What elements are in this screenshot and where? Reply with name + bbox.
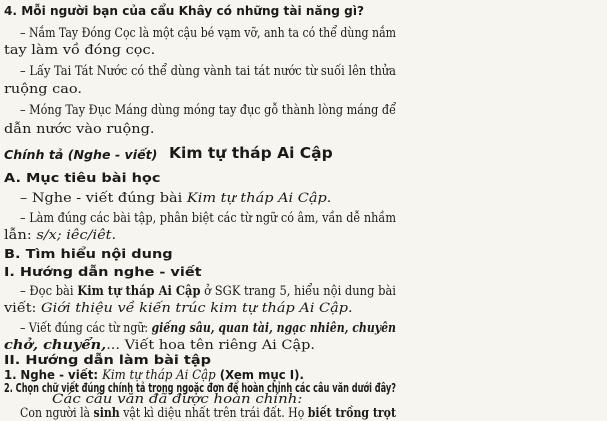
section-a-heading: A. Mục tiêu bài học — [4, 170, 161, 185]
exercise-1: 1. Nghe - viết: Kim tự tháp Ai Cập (Xem mục I). — [4, 367, 304, 382]
q4-answer-line-2: tay làm vồ đóng cọc. — [4, 42, 156, 57]
a-line-3: lẫn: s/x; iêc/iêt. — [4, 227, 117, 242]
exercise-2: 2. Chọn chữ viết đúng chính tả trong ngoặc đơn để hoàn chỉnh các câu văn dưới đây? — [4, 380, 396, 395]
section-b-heading: B. Tìm hiểu nội dung — [4, 246, 173, 261]
a-line-1: – Nghe - viết đúng bài Kim tự tháp Ai Cập. — [20, 190, 332, 205]
section-title: Kim tự tháp Ai Cập — [169, 144, 333, 162]
section-label: Chính tả (Nghe - viết) — [4, 147, 158, 162]
b-para-4: chở, chuyển,... Viết hoa tên riêng Ai Cập. — [4, 337, 316, 352]
b-i-heading: I. Hướng dẫn nghe - viết — [4, 264, 202, 279]
b-para-2: viết: Giới thiệu về kiến trúc kim tự tháp Ai Cập. — [4, 300, 353, 315]
answer-line: Con người là sinh vật kì diệu nhất trên trái đất. Họ biết trồng trọt — [20, 405, 396, 420]
section-header — [4, 144, 333, 163]
question-4-heading: 4. Mỗi người bạn của cẩu Khây có những tài năng gì? — [4, 3, 364, 18]
q4-answer-line-4: ruộng cao. — [4, 81, 83, 96]
b-para-3: – Viết đúng các từ ngữ: giếng sâu, quan tài, ngạc nhiên, chuyên — [20, 320, 396, 335]
q4-answer-line-3: – Lấy Tai Tát Nước có thể dùng vành tai tát nước từ suối lên thửa — [20, 63, 396, 78]
b-ii-heading: II. Hướng dẫn làm bài tập — [4, 352, 211, 367]
a-line-2: – Làm đúng các bài tập, phân biệt các từ ngữ có âm, vần dễ nhầm — [20, 210, 396, 225]
q4-answer-line-1: – Nắm Tay Đóng Cọc là một cậu bé vạm vỡ, anh ta có thể dùng nắm — [20, 25, 396, 40]
b-para-1: – Đọc bài Kim tự tháp Ai Cập ở SGK trang 5, hiểu nội dung bài — [20, 283, 396, 298]
q4-answer-line-5: – Móng Tay Đục Máng dùng móng tay đục gỗ thành lòng máng để — [20, 102, 396, 117]
q4-answer-line-6: dẫn nước vào ruộng. — [4, 121, 155, 136]
answer-heading: Các câu văn đã được hoàn chỉnh: — [52, 392, 303, 407]
